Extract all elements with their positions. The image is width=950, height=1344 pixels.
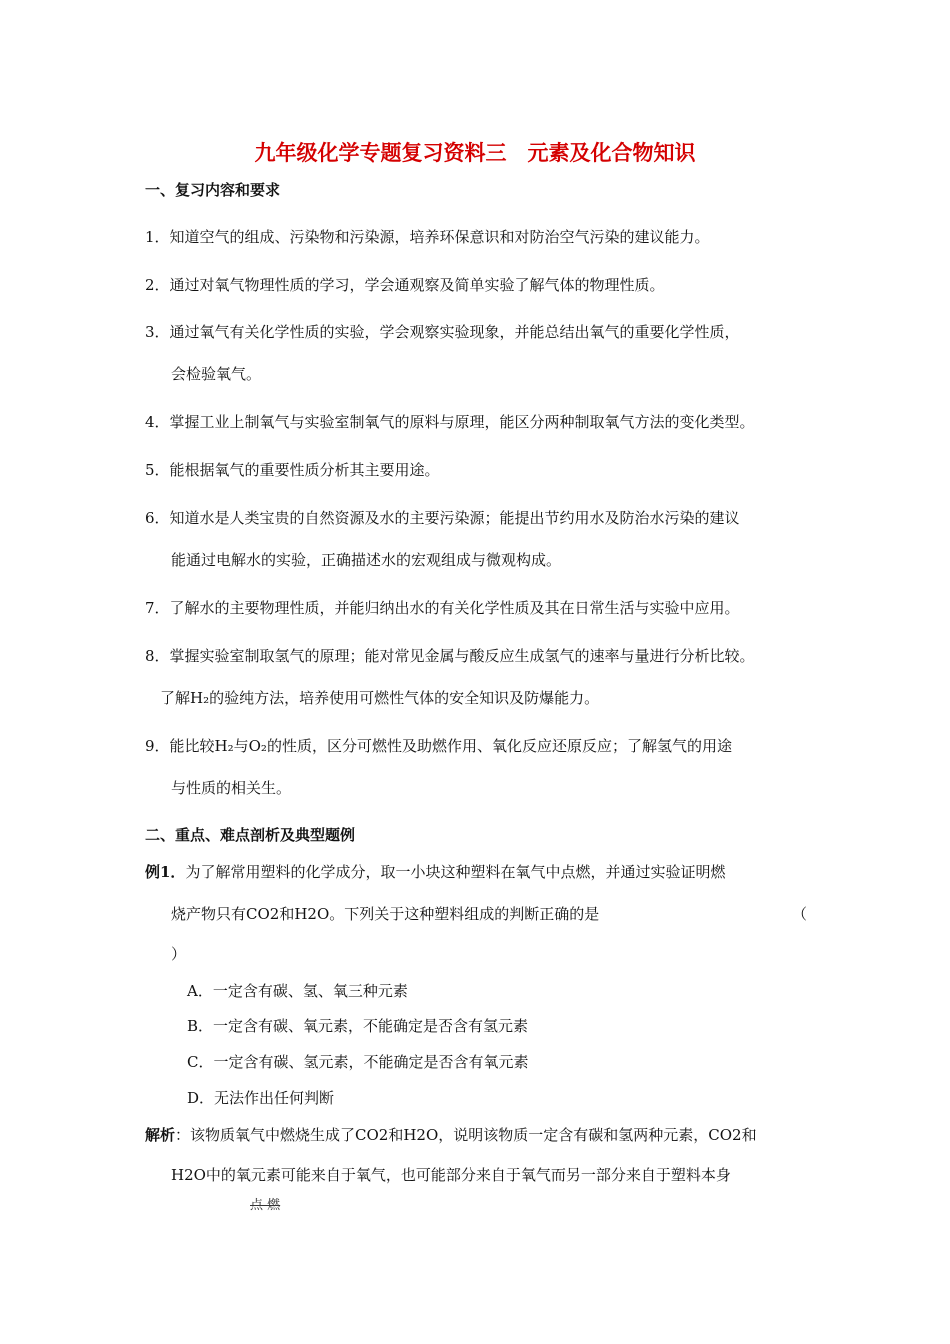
list-item-continuation: 能通过电解水的实验，正确描述水的宏观组成与微观构成。 [171,551,562,569]
list-item: 6．知道水是人类宝贵的自然资源及水的主要污染源；能提出节约用水及防治水污染的建议 [145,509,740,527]
example-question-continuation: 烧产物只有CO2和H2O。下列关于这种塑料组成的判断正确的是 [171,905,600,923]
page-title: 九年级化学专题复习资料三 元素及化合物知识 [254,140,696,165]
list-item: 3．通过氧气有关化学性质的实验，学会观察实验现象，并能总结出氧气的重要化学性质， [145,323,740,341]
option-c: C．一定含有碳、氢元素，不能确定是否含有氧元素 [187,1053,529,1071]
list-item: 1．知道空气的组成、污染物和污染源，培养环保意识和对防治空气污染的建议能力。 [145,228,710,246]
section-heading-examples: 二、重点、难点剖析及典型题例 [145,826,356,844]
example-text: 为了解常用塑料的化学成分，取一小块这种塑料在氧气中点燃，并通过实验证明燃 [185,863,726,881]
reaction-condition-label: 点 燃 [250,1198,281,1213]
list-item: 5．能根据氧气的重要性质分析其主要用途。 [145,461,440,479]
option-a: A．一定含有碳、氢、氧三种元素 [187,982,408,1000]
analysis-continuation: H2O中的氧元素可能来自于氧气，也可能部分来自于氧气而另一部分来自于塑料本身 [171,1166,731,1184]
list-item: 7．了解水的主要物理性质，并能归纳出水的有关化学性质及其在日常生活与实验中应用。 [145,599,740,617]
example-question [145,862,725,882]
example-label: 例1． [145,863,186,881]
option-d: D．无法作出任何判断 [187,1089,335,1107]
list-item-continuation: 会检验氧气。 [171,365,262,383]
list-item-continuation: 了解H₂的验纯方法，培养使用可燃性气体的安全知识及防爆能力。 [160,689,600,707]
option-b: B．一定含有碳、氧元素，不能确定是否含有氢元素 [187,1017,529,1035]
answer-paren-open: （ [792,905,808,923]
section-heading-requirements: 一、复习内容和要求 [145,181,281,199]
analysis-label: 解析 [145,1126,176,1144]
list-item: 8．掌握实验室制取氢气的原理；能对常见金属与酸反应生成氢气的速率与量进行分析比较。 [145,647,755,665]
analysis-text: 该物质氧气中燃烧生成了CO2和H2O，说明该物质一定含有碳和氢两种元素，CO2和 [190,1126,757,1144]
list-item: 2．通过对氧气物理性质的学习，学会通观察及简单实验了解气体的物理性质。 [145,276,665,294]
answer-paren-close: ） [171,945,187,963]
analysis [145,1125,757,1145]
list-item: 4．掌握工业上制氧气与实验室制氧气的原料与原理，能区分两种制取氧气方法的变化类型。 [145,413,755,431]
list-item: 9．能比较H₂与O₂的性质，区分可燃性及助燃作用、氧化反应还原反应；了解氢气的用途 [145,737,732,755]
list-item-continuation: 与性质的相关生。 [171,779,292,797]
analysis-colon: ： [175,1126,191,1144]
